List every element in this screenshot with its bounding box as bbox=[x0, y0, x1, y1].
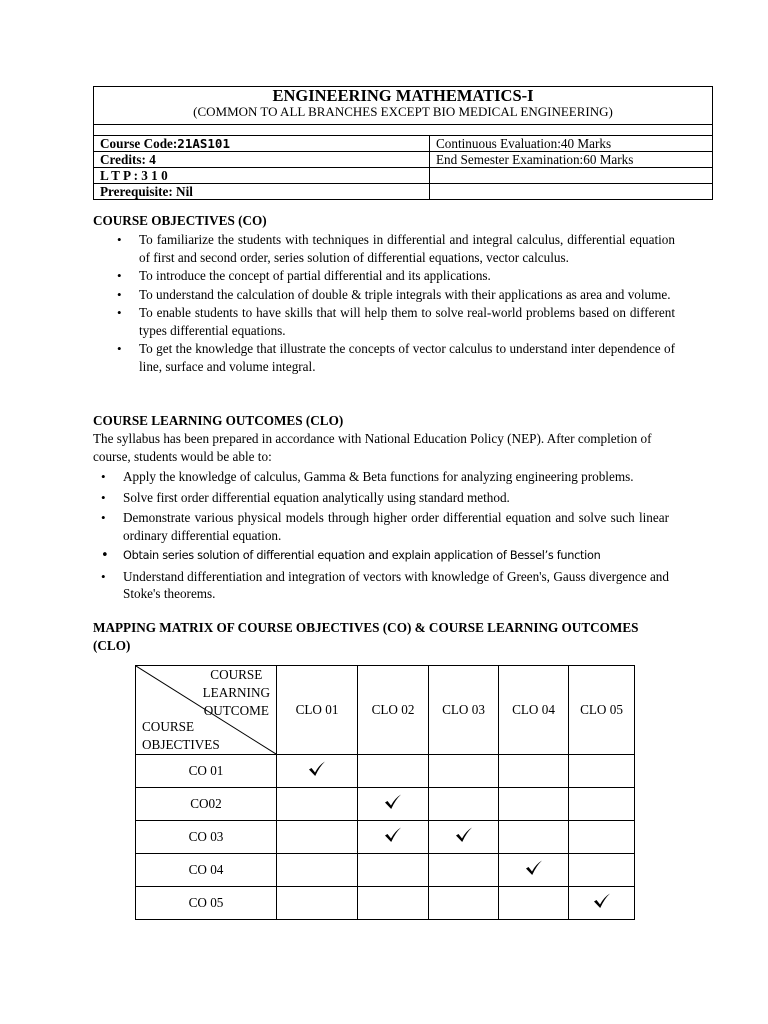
mapping-heading: MAPPING MATRIX OF COURSE OBJECTIVES (CO) & COURSE LEARNING OUTCOMES (CLO) bbox=[93, 620, 639, 653]
continuous-evaluation-cell: Continuous Evaluation:40 Marks bbox=[436, 136, 612, 151]
matrix-corner-cell bbox=[136, 666, 277, 755]
matrix-cell bbox=[358, 821, 429, 854]
clo-header: CLO 02 bbox=[358, 666, 429, 755]
matrix-row bbox=[136, 854, 635, 887]
matrix-cell bbox=[569, 788, 635, 821]
empty-cell bbox=[430, 168, 713, 184]
matrix-cell bbox=[569, 887, 635, 920]
corner-row-label bbox=[142, 718, 220, 754]
co-label: CO 05 bbox=[136, 887, 277, 920]
co-label: CO 03 bbox=[136, 821, 277, 854]
objective-item: • To enable students to have skills that will help them to solve real-world problems based on different types differential equations. bbox=[93, 304, 675, 339]
matrix-cell bbox=[277, 887, 358, 920]
matrix-cell bbox=[429, 887, 499, 920]
matrix-cell bbox=[429, 821, 499, 854]
matrix-cell bbox=[277, 788, 358, 821]
corner-label-line: COURSE bbox=[142, 719, 195, 734]
info-row bbox=[94, 184, 712, 200]
objective-item: • To understand the calculation of double & triple integrals with their applications as area and volume. bbox=[93, 286, 675, 304]
prerequisite-cell: Prerequisite: Nil bbox=[94, 184, 430, 200]
course-title: ENGINEERING MATHEMATICS-I bbox=[272, 86, 534, 105]
checkmark-icon bbox=[384, 794, 402, 810]
matrix-cell bbox=[499, 788, 569, 821]
matrix-cell bbox=[569, 821, 635, 854]
checkmark-icon bbox=[593, 893, 611, 909]
matrix-cell bbox=[358, 788, 429, 821]
co-label: CO 01 bbox=[136, 755, 277, 788]
matrix-cell bbox=[358, 887, 429, 920]
objective-item: • To introduce the concept of partial differential and its applications. bbox=[93, 267, 675, 285]
outcome-item: • Demonstrate various physical models through higher order differential equation and solve such linear ordinary differential equation. bbox=[93, 509, 669, 544]
matrix-row bbox=[136, 887, 635, 920]
corner-label-line: OUTCOME bbox=[203, 703, 269, 718]
outcomes-intro: The syllabus has been prepared in accordance with National Education Policy (NEP). After completion of course, students would be able to: bbox=[93, 431, 652, 464]
clo-header: CLO 04 bbox=[499, 666, 569, 755]
matrix-cell bbox=[569, 854, 635, 887]
clo-header: CLO 01 bbox=[277, 666, 358, 755]
matrix-cell bbox=[499, 887, 569, 920]
outcome-item: • Obtain series solution of differential equation and explain application of Bessel’s function bbox=[93, 547, 669, 565]
matrix-cell bbox=[277, 755, 358, 788]
checkmark-icon bbox=[455, 827, 473, 843]
outcomes-list bbox=[93, 468, 669, 606]
header-spacer bbox=[94, 125, 712, 136]
outcome-item: • Apply the knowledge of calculus, Gamma & Beta functions for analyzing engineering problems. bbox=[93, 468, 669, 486]
objective-item: • To familiarize the students with techniques in differential and integral calculus, differential equation of first and second order, series solution of differential equations, vector calculus. bbox=[93, 231, 675, 266]
corner-label-line: OBJECTIVES bbox=[142, 737, 220, 752]
checkmark-icon bbox=[384, 827, 402, 843]
clo-header: CLO 05 bbox=[569, 666, 635, 755]
corner-label-line: COURSE bbox=[210, 667, 263, 682]
objectives-heading: COURSE OBJECTIVES (CO) bbox=[93, 213, 267, 228]
course-code-label: Course Code: bbox=[100, 136, 178, 151]
co-label: CO02 bbox=[136, 788, 277, 821]
corner-label-line: LEARNING bbox=[202, 685, 270, 700]
course-code-cell bbox=[94, 136, 430, 152]
matrix-cell bbox=[277, 821, 358, 854]
outcome-item: • Understand differentiation and integration of vectors with knowledge of Green's, Gauss divergence and Stoke's theorems. bbox=[93, 568, 669, 603]
course-code-value: 21AS101 bbox=[177, 136, 230, 151]
outcome-item: • Solve first order differential equation analytically using standard method. bbox=[93, 489, 669, 507]
matrix-cell bbox=[499, 821, 569, 854]
course-info-table bbox=[94, 136, 712, 199]
ltp-cell: L T P : 3 1 0 bbox=[94, 168, 430, 184]
outcomes-heading: COURSE LEARNING OUTCOMES (CLO) bbox=[93, 413, 344, 428]
checkmark-icon bbox=[525, 860, 543, 876]
checkmark-icon bbox=[308, 761, 326, 777]
matrix-cell bbox=[429, 854, 499, 887]
info-row bbox=[94, 168, 712, 184]
matrix-row bbox=[136, 788, 635, 821]
matrix-row bbox=[136, 821, 635, 854]
clo-header: CLO 03 bbox=[429, 666, 499, 755]
mapping-matrix-table bbox=[135, 665, 635, 920]
course-subtitle: (COMMON TO ALL BRANCHES EXCEPT BIO MEDICAL ENGINEERING) bbox=[94, 104, 712, 125]
info-row bbox=[94, 136, 712, 152]
credits-cell: Credits: 4 bbox=[94, 152, 430, 168]
matrix-cell bbox=[429, 755, 499, 788]
matrix-cell bbox=[358, 755, 429, 788]
matrix-cell bbox=[429, 788, 499, 821]
end-semester-cell: End Semester Examination:60 Marks bbox=[430, 152, 713, 168]
empty-cell bbox=[430, 184, 713, 200]
matrix-cell bbox=[358, 854, 429, 887]
info-row bbox=[94, 152, 712, 168]
objectives-list bbox=[93, 231, 675, 376]
co-label: CO 04 bbox=[136, 854, 277, 887]
course-header-box bbox=[93, 86, 713, 200]
objective-item: • To get the knowledge that illustrate the concepts of vector calculus to understand inter dependence of line, surface and volume integral. bbox=[93, 340, 675, 375]
matrix-cell bbox=[499, 755, 569, 788]
matrix-cell bbox=[569, 755, 635, 788]
corner-column-label bbox=[203, 666, 270, 720]
matrix-cell bbox=[277, 854, 358, 887]
matrix-header-row bbox=[136, 666, 635, 755]
matrix-cell bbox=[499, 854, 569, 887]
matrix-row bbox=[136, 755, 635, 788]
